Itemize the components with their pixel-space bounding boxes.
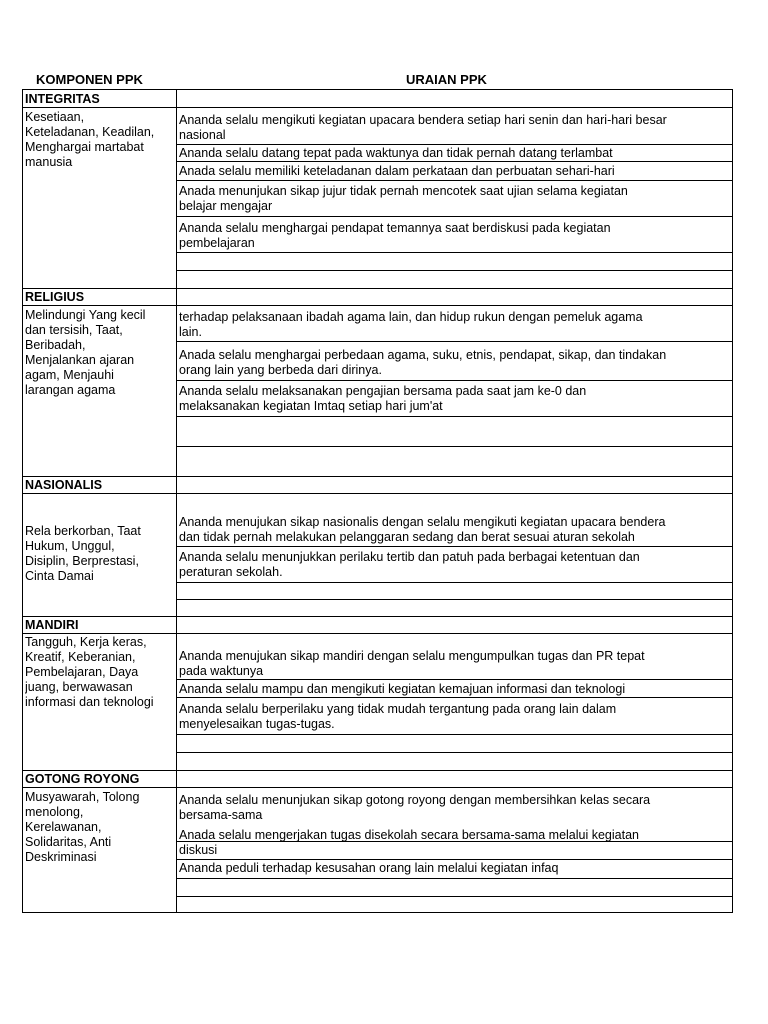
uraian-line: nasional bbox=[179, 128, 226, 142]
uraian-line: terhadap pelaksanaan ibadah agama lain, dan hidup rukun dengan pemeluk agama bbox=[179, 310, 643, 324]
uraian-line: menyelesaikan tugas-tugas. bbox=[179, 717, 335, 731]
section-title-religius: RELIGIUS bbox=[25, 290, 85, 304]
komponen-gotong-royong bbox=[25, 790, 175, 865]
uraian-line: pembelajaran bbox=[179, 236, 255, 250]
uraian-item bbox=[179, 682, 733, 697]
cell-divider bbox=[176, 446, 732, 447]
cell-divider bbox=[176, 380, 732, 381]
komponen-header: KOMPONEN PPK bbox=[36, 72, 143, 87]
komponen-line: Rela berkorban, Taat bbox=[25, 524, 141, 538]
uraian-line: Ananda selalu berperilaku yang tidak mudah tergantung pada orang lain dalam bbox=[179, 702, 617, 716]
komponen-integritas bbox=[25, 110, 175, 170]
uraian-header: URAIAN PPK bbox=[406, 72, 487, 87]
uraian-line: Ananda selalu mengikuti kegiatan upacara bendera setiap hari senin dan hari-hari besar bbox=[179, 113, 667, 127]
uraian-line: Anada selalu menghargai perbedaan agama, suku, etnis, pendapat, sikap, dan tindakan bbox=[179, 348, 667, 362]
section-title-gotong-royong: GOTONG ROYONG bbox=[25, 772, 140, 786]
cell-divider bbox=[176, 859, 732, 860]
uraian-item bbox=[179, 348, 733, 378]
uraian-line: diskusi bbox=[179, 843, 218, 857]
komponen-line: manusia bbox=[25, 155, 73, 169]
uraian-line: belajar mengajar bbox=[179, 199, 273, 213]
komponen-line: Kreatif, Keberanian, bbox=[25, 650, 136, 664]
section-title-nasionalis: NASIONALIS bbox=[25, 478, 103, 492]
komponen-line: Keteladanan, Keadilan, bbox=[25, 125, 155, 139]
uraian-line: Ananda selalu menunjukan sikap gotong royong dengan membersihkan kelas secara bbox=[179, 793, 651, 807]
uraian-item bbox=[179, 384, 733, 414]
uraian-item bbox=[179, 649, 733, 679]
ppk-table bbox=[22, 89, 733, 913]
komponen-line: Pembelajaran, Daya bbox=[25, 665, 139, 679]
cell-divider bbox=[176, 896, 732, 897]
komponen-line: Beribadah, bbox=[25, 338, 86, 352]
cell-divider bbox=[176, 734, 732, 735]
uraian-line: peraturan sekolah. bbox=[179, 565, 283, 579]
komponen-line: menolong, bbox=[25, 805, 84, 819]
section-title-mandiri: MANDIRI bbox=[25, 618, 79, 632]
uraian-line: orang lain yang berbeda dari dirinya. bbox=[179, 363, 382, 377]
uraian-line: Ananda selalu melaksanakan pengajian bersama pada saat jam ke-0 dan bbox=[179, 384, 587, 398]
uraian-item bbox=[179, 702, 733, 732]
cell-divider bbox=[176, 416, 732, 417]
komponen-line: informasi dan teknologi bbox=[25, 695, 154, 709]
row-divider bbox=[23, 305, 732, 306]
column-divider bbox=[176, 90, 177, 912]
row-divider bbox=[23, 787, 732, 788]
komponen-nasionalis bbox=[25, 524, 175, 584]
cell-divider bbox=[176, 582, 732, 583]
uraian-line: Ananda selalu datang tepat pada waktunya dan tidak pernah datang terlambat bbox=[179, 146, 613, 160]
komponen-line: juang, berwawasan bbox=[25, 680, 133, 694]
uraian-item bbox=[179, 550, 733, 580]
komponen-line: Solidaritas, Anti bbox=[25, 835, 112, 849]
uraian-item bbox=[179, 221, 733, 251]
uraian-line: Ananda menujukan sikap mandiri dengan selalu mengumpulkan tugas dan PR tepat bbox=[179, 649, 645, 663]
komponen-line: Hukum, Unggul, bbox=[25, 539, 115, 553]
uraian-item bbox=[179, 184, 733, 214]
uraian-line: Ananda menujukan sikap nasionalis dengan selalu mengikuti kegiatan upacara bendera bbox=[179, 515, 666, 529]
komponen-religius bbox=[25, 308, 175, 398]
uraian-item bbox=[179, 164, 733, 179]
uraian-line: Anada menunjukan sikap jujur tidak pernah mencotek saat ujian selama kegiatan bbox=[179, 184, 628, 198]
cell-divider bbox=[176, 180, 732, 181]
uraian-item bbox=[179, 113, 733, 143]
uraian-item bbox=[179, 861, 733, 876]
uraian-item bbox=[179, 515, 733, 545]
cell-divider bbox=[176, 144, 732, 145]
cell-divider bbox=[176, 252, 732, 253]
cell-divider bbox=[176, 161, 732, 162]
komponen-line: Menjalankan ajaran bbox=[25, 353, 135, 367]
komponen-line: Kesetiaan, bbox=[25, 110, 85, 124]
uraian-item bbox=[179, 828, 733, 858]
komponen-line: agam, Menjauhi bbox=[25, 368, 114, 382]
cell-divider bbox=[176, 599, 732, 600]
komponen-line: Cinta Damai bbox=[25, 569, 94, 583]
uraian-item bbox=[179, 310, 733, 340]
row-divider bbox=[23, 288, 732, 289]
cell-divider bbox=[176, 341, 732, 342]
komponen-line: Musyawarah, Tolong bbox=[25, 790, 140, 804]
uraian-line: pada waktunya bbox=[179, 664, 264, 678]
cell-divider bbox=[176, 878, 732, 879]
uraian-item bbox=[179, 146, 733, 161]
row-divider bbox=[23, 493, 732, 494]
komponen-line: dan tersisih, Taat, bbox=[25, 323, 123, 337]
cell-divider bbox=[176, 270, 732, 271]
uraian-line: dan tidak pernah melakukan pelanggaran sedang dan berat sesuai aturan sekolah bbox=[179, 530, 635, 544]
cell-divider bbox=[176, 216, 732, 217]
row-divider bbox=[23, 770, 732, 771]
uraian-line: lain. bbox=[179, 325, 202, 339]
cell-divider bbox=[176, 752, 732, 753]
komponen-line: Menghargai martabat bbox=[25, 140, 144, 154]
komponen-line: Tangguh, Kerja keras, bbox=[25, 635, 147, 649]
uraian-line: melaksanakan kegiatan Imtaq setiap hari jum'at bbox=[179, 399, 443, 413]
uraian-line: Ananda selalu menghargai pendapat temannya saat berdiskusi pada kegiatan bbox=[179, 221, 611, 235]
komponen-line: Disiplin, Berprestasi, bbox=[25, 554, 139, 568]
row-divider bbox=[23, 476, 732, 477]
cell-divider bbox=[176, 679, 732, 680]
komponen-line: Deskriminasi bbox=[25, 850, 97, 864]
komponen-line: Melindungi Yang kecil bbox=[25, 308, 146, 322]
uraian-line: Anada selalu memiliki keteladanan dalam perkataan dan perbuatan sehari-hari bbox=[179, 164, 615, 178]
section-title-integritas: INTEGRITAS bbox=[25, 92, 100, 106]
uraian-line: Ananda peduli terhadap kesusahan orang lain melalui kegiatan infaq bbox=[179, 861, 559, 875]
row-divider bbox=[23, 633, 732, 634]
cell-divider bbox=[176, 546, 732, 547]
uraian-line: bersama-sama bbox=[179, 808, 263, 822]
uraian-line: Anada selalu mengerjakan tugas disekolah secara bersama-sama melalui kegiatan bbox=[179, 828, 639, 842]
row-divider bbox=[23, 616, 732, 617]
cell-divider bbox=[176, 697, 732, 698]
row-divider bbox=[23, 107, 732, 108]
komponen-line: Kerelawanan, bbox=[25, 820, 102, 834]
komponen-line: larangan agama bbox=[25, 383, 116, 397]
komponen-mandiri bbox=[25, 635, 175, 710]
uraian-line: Ananda selalu menunjukkan perilaku tertib dan patuh pada berbagai ketentuan dan bbox=[179, 550, 640, 564]
uraian-item bbox=[179, 793, 733, 823]
uraian-line: Ananda selalu mampu dan mengikuti kegiatan kemajuan informasi dan teknologi bbox=[179, 682, 626, 696]
